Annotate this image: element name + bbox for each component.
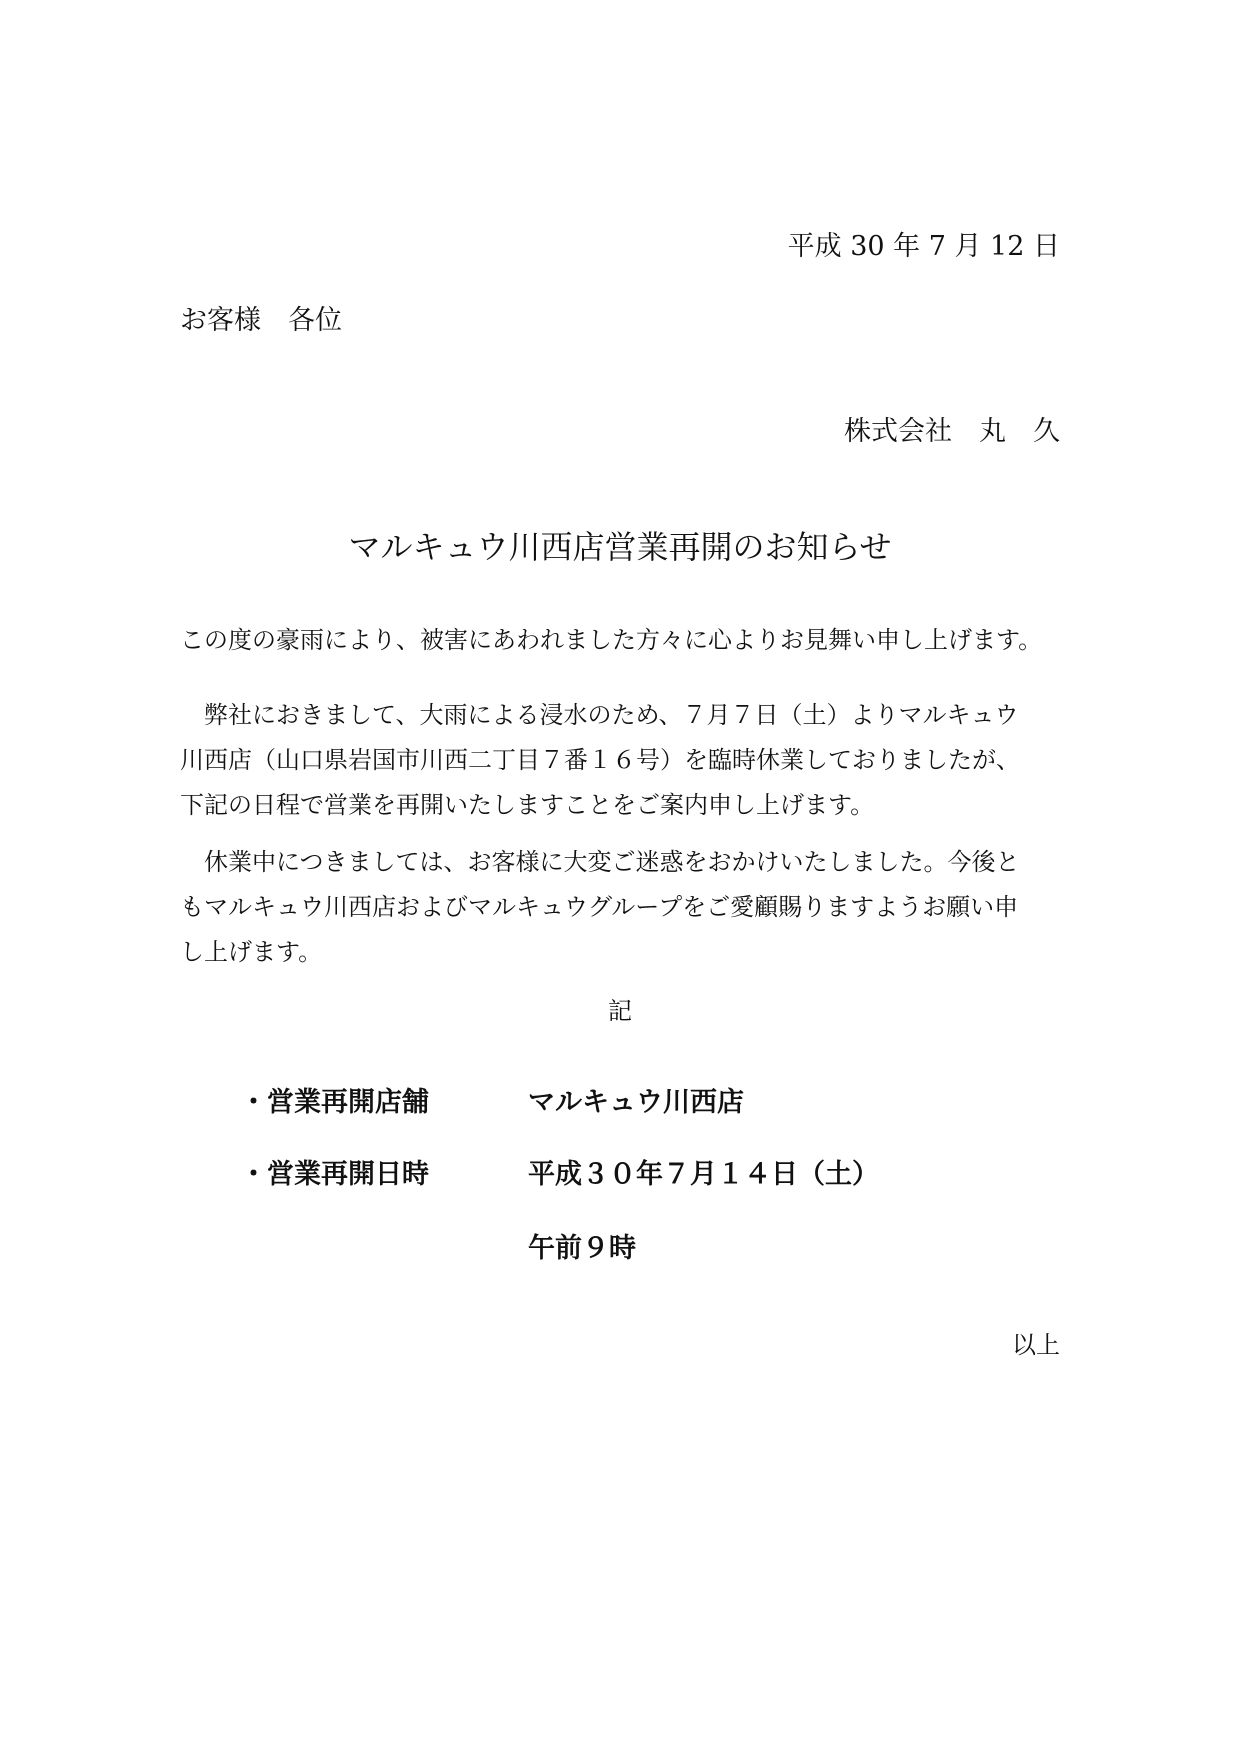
store-label: ・営業再開店舗 <box>240 1087 429 1118</box>
reopen-date-value: 平成３０年７月１４日（土） <box>528 1159 879 1190</box>
document-date: 平成 30 年 7 月 12 日 <box>787 231 1060 262</box>
paragraph-line: 弊社におきまして、大雨による浸水のため、７月７日（土）よりマルキュウ <box>180 701 1019 729</box>
paragraph-line: 下記の日程で営業を再開いたしますことをご案内申し上げます。 <box>180 791 875 819</box>
paragraph-line: 川西店（山口県岩国市川西二丁目７番１６号）を臨時休業しておりましたが、 <box>180 746 1020 774</box>
store-value: マルキュウ川西店 <box>528 1087 744 1118</box>
reopen-time-value: 午前９時 <box>528 1233 636 1264</box>
datetime-label: ・営業再開日時 <box>240 1159 429 1190</box>
closing-mark: 以上 <box>1012 1331 1060 1359</box>
addressee: お客様 各位 <box>180 305 342 336</box>
paragraph-line: し上げます。 <box>180 938 323 966</box>
paragraph-sympathy <box>180 618 1060 663</box>
document-title: マルキュウ川西店営業再開のお知らせ <box>348 528 892 566</box>
paragraph-line: 休業中につきましては、お客様に大変ご迷惑をおかけいたしました。今後と <box>180 848 1020 876</box>
paragraph-closure-notice <box>180 693 1060 828</box>
paragraph-line: この度の豪雨により、被害にあわれました方々に心よりお見舞い申し上げます。 <box>180 626 1043 654</box>
company-name: 株式会社 丸 久 <box>844 416 1060 447</box>
paragraph-apology <box>180 840 1060 975</box>
paragraph-line: もマルキュウ川西店およびマルキュウグループをご愛顧賜りますようお願い申 <box>180 893 1019 921</box>
ki-heading: 記 <box>608 997 632 1025</box>
